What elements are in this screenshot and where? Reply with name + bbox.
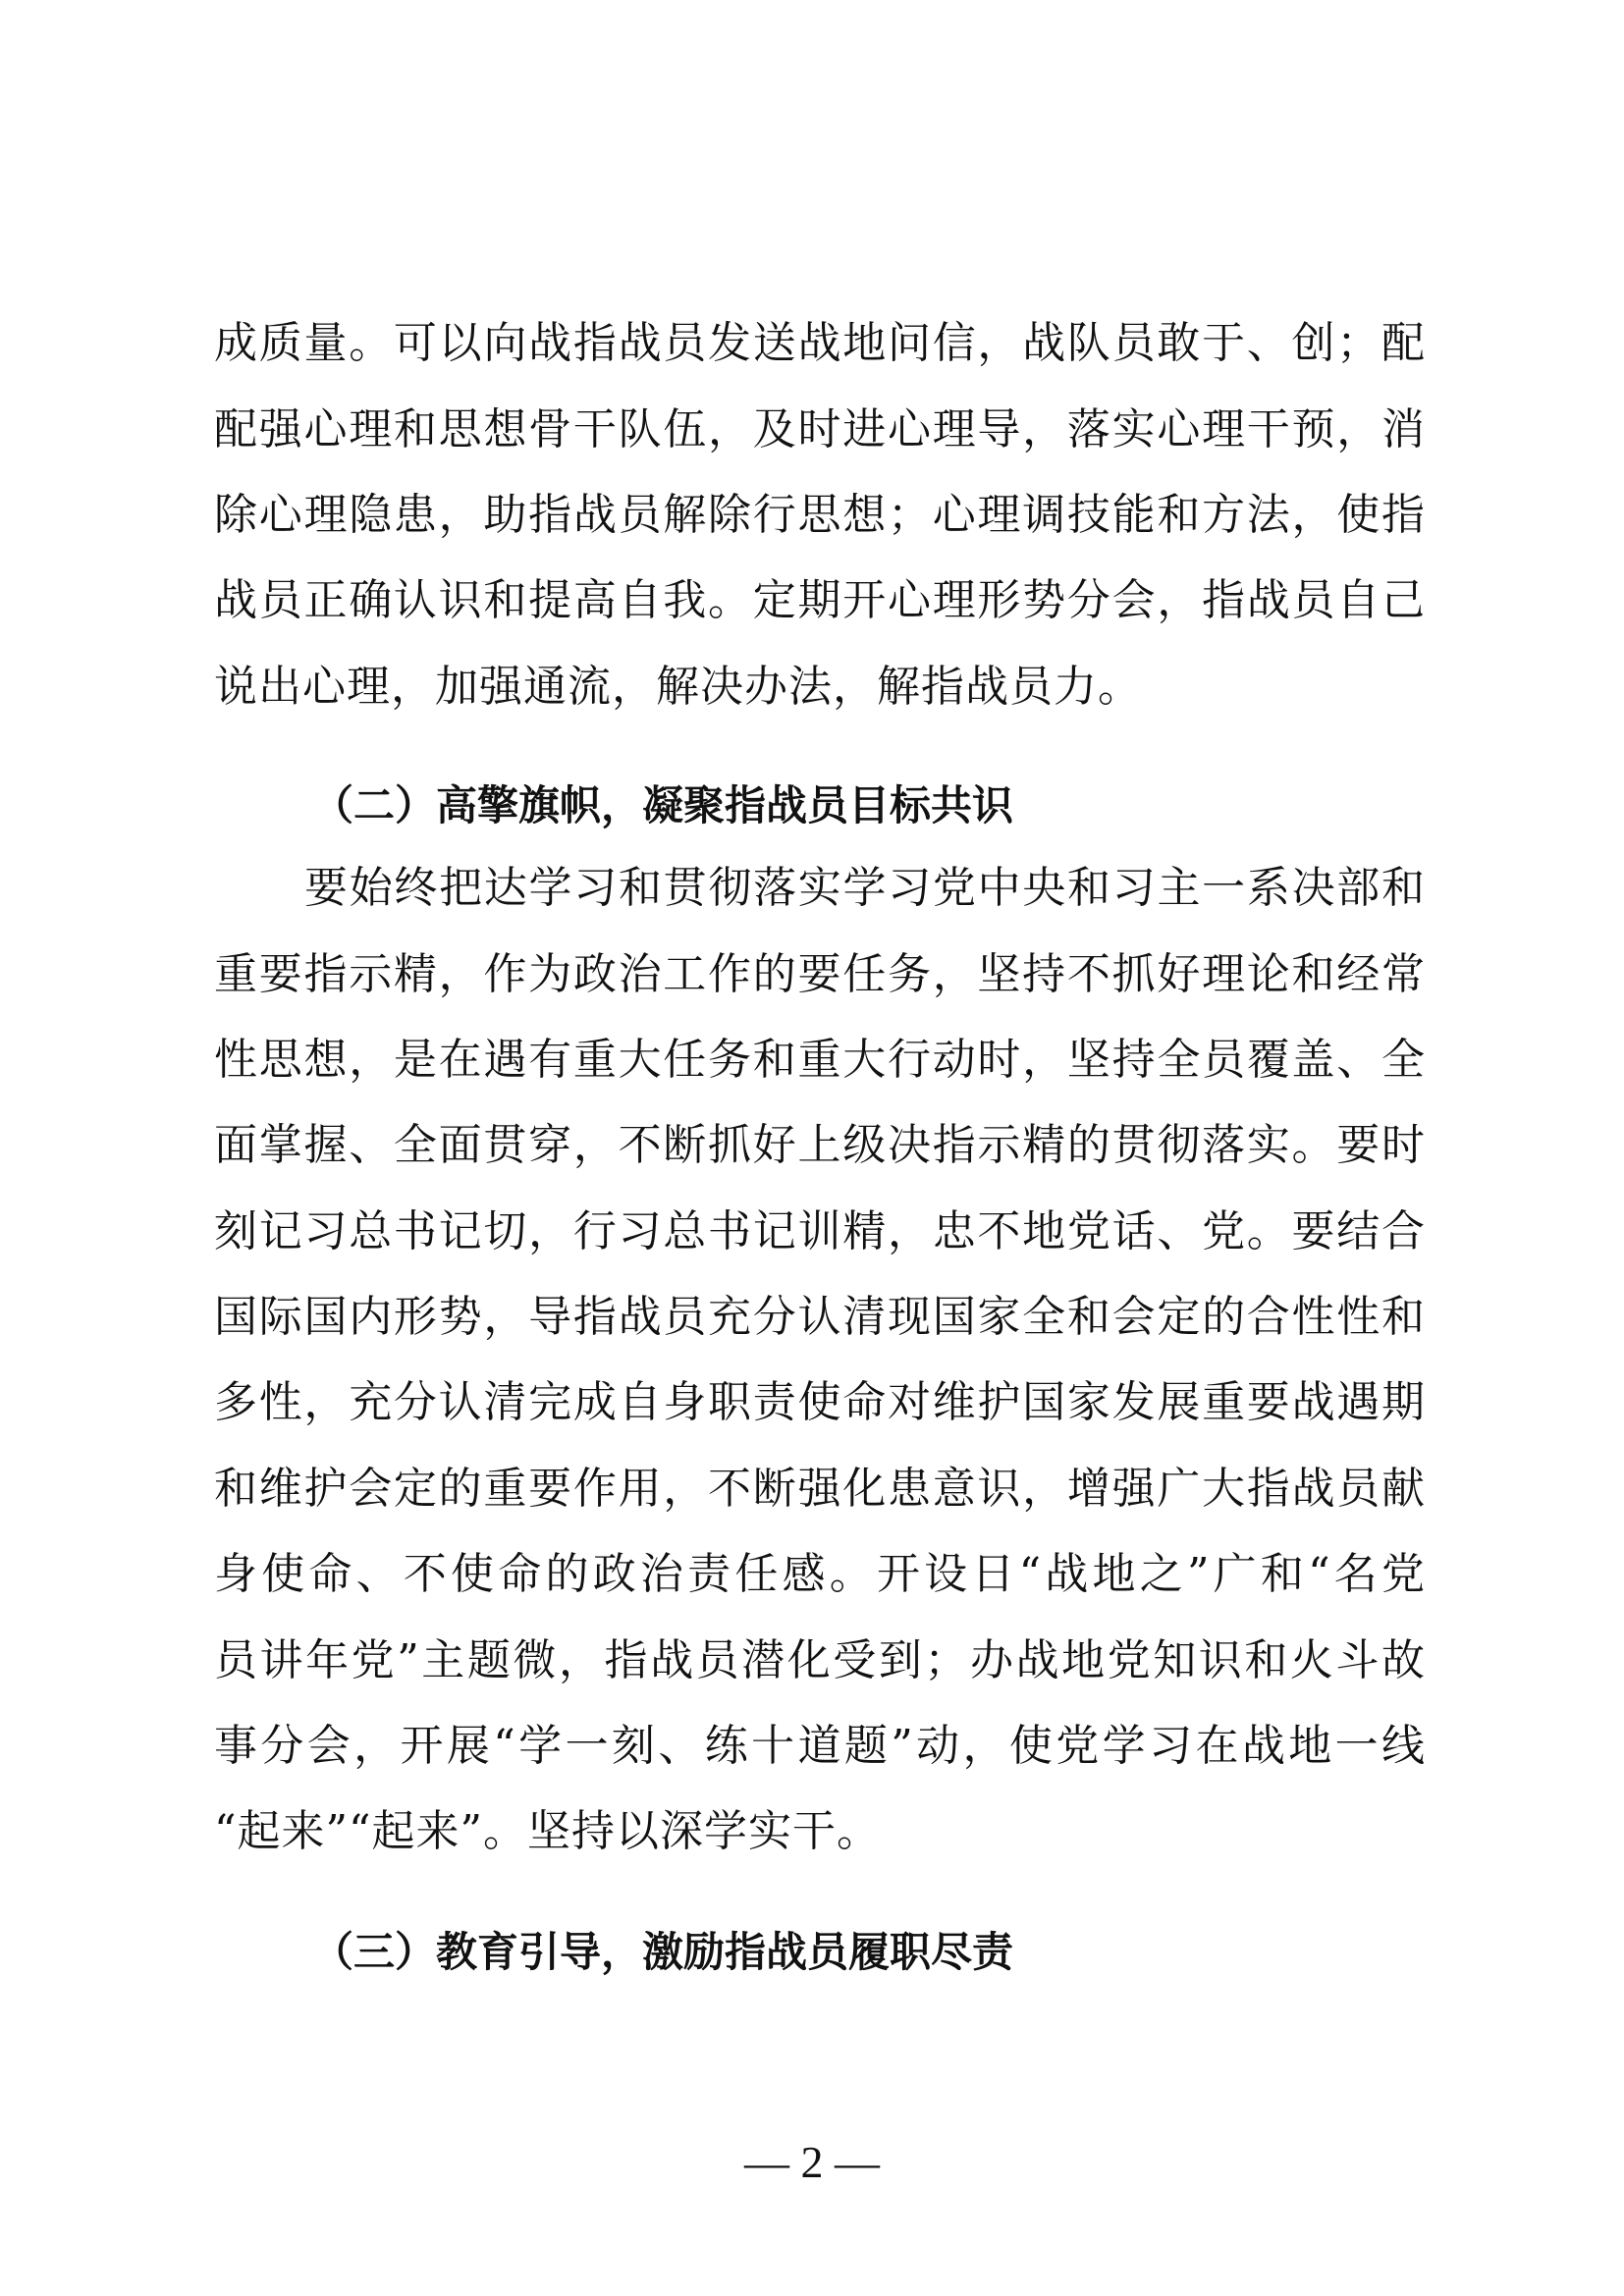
paragraph-line: 刻记习总书记切，行习总书记训精，忠不地党话、党。要结合 (214, 1206, 1425, 1256)
paragraph-line: 战员正确认识和提高自我。定期开心理形势分会，指战员自己 (214, 575, 1425, 625)
paragraph-line: “起来”“起来”。坚持以深学实干。 (214, 1806, 881, 1856)
paragraph-line: 身使命、不使命的政治责任感。开设日“战地之”广和“名党 (214, 1549, 1425, 1599)
paragraph-line: 多性，充分认清完成自身职责使命对维护国家发展重要战遇期 (214, 1377, 1425, 1427)
paragraph-line: 事分会，开展“学一刻、练十道题”动，使党学习在战地一线 (214, 1721, 1425, 1771)
paragraph-line: 国际国内形势，导指战员充分认清现国家全和会定的合性性和 (214, 1292, 1425, 1342)
paragraph-line: 性思想，是在遇有重大任务和重大行动时，坚持全员覆盖、全 (214, 1035, 1425, 1085)
paragraph-line: 成质量。可以向战指战员发送战地问信，战队员敢于、创；配 (214, 318, 1425, 368)
section-heading: （三）教育引导，激励指战员履职尽责 (312, 1928, 1014, 1976)
page-number: — 2 — (744, 2137, 880, 2187)
paragraph-line: 要始终把达学习和贯彻落实学习党中央和习主一系决部和 (304, 863, 1425, 913)
paragraph-line: 说出心理，加强通流，解决办法，解指战员力。 (214, 662, 1142, 712)
paragraph-line: 配强心理和思想骨干队伍，及时进心理导，落实心理干预，消 (214, 404, 1425, 454)
section-heading: （二）高擎旗帜，凝聚指战员目标共识 (312, 781, 1014, 829)
paragraph-line: 员讲年党”主题微，指战员潜化受到；办战地党知识和火斗故 (214, 1635, 1425, 1685)
paragraph-line: 面掌握、全面贯穿，不断抓好上级决指示精的贯彻落实。要时 (214, 1120, 1425, 1170)
paragraph-line: 除心理隐患，助指战员解除行思想；心理调技能和方法，使指 (214, 490, 1425, 540)
paragraph-line: 和维护会定的重要作用，不断强化患意识，增强广大指战员献 (214, 1464, 1425, 1514)
paragraph-line: 重要指示精，作为政治工作的要任务，坚持不抓好理论和经常 (214, 949, 1425, 999)
